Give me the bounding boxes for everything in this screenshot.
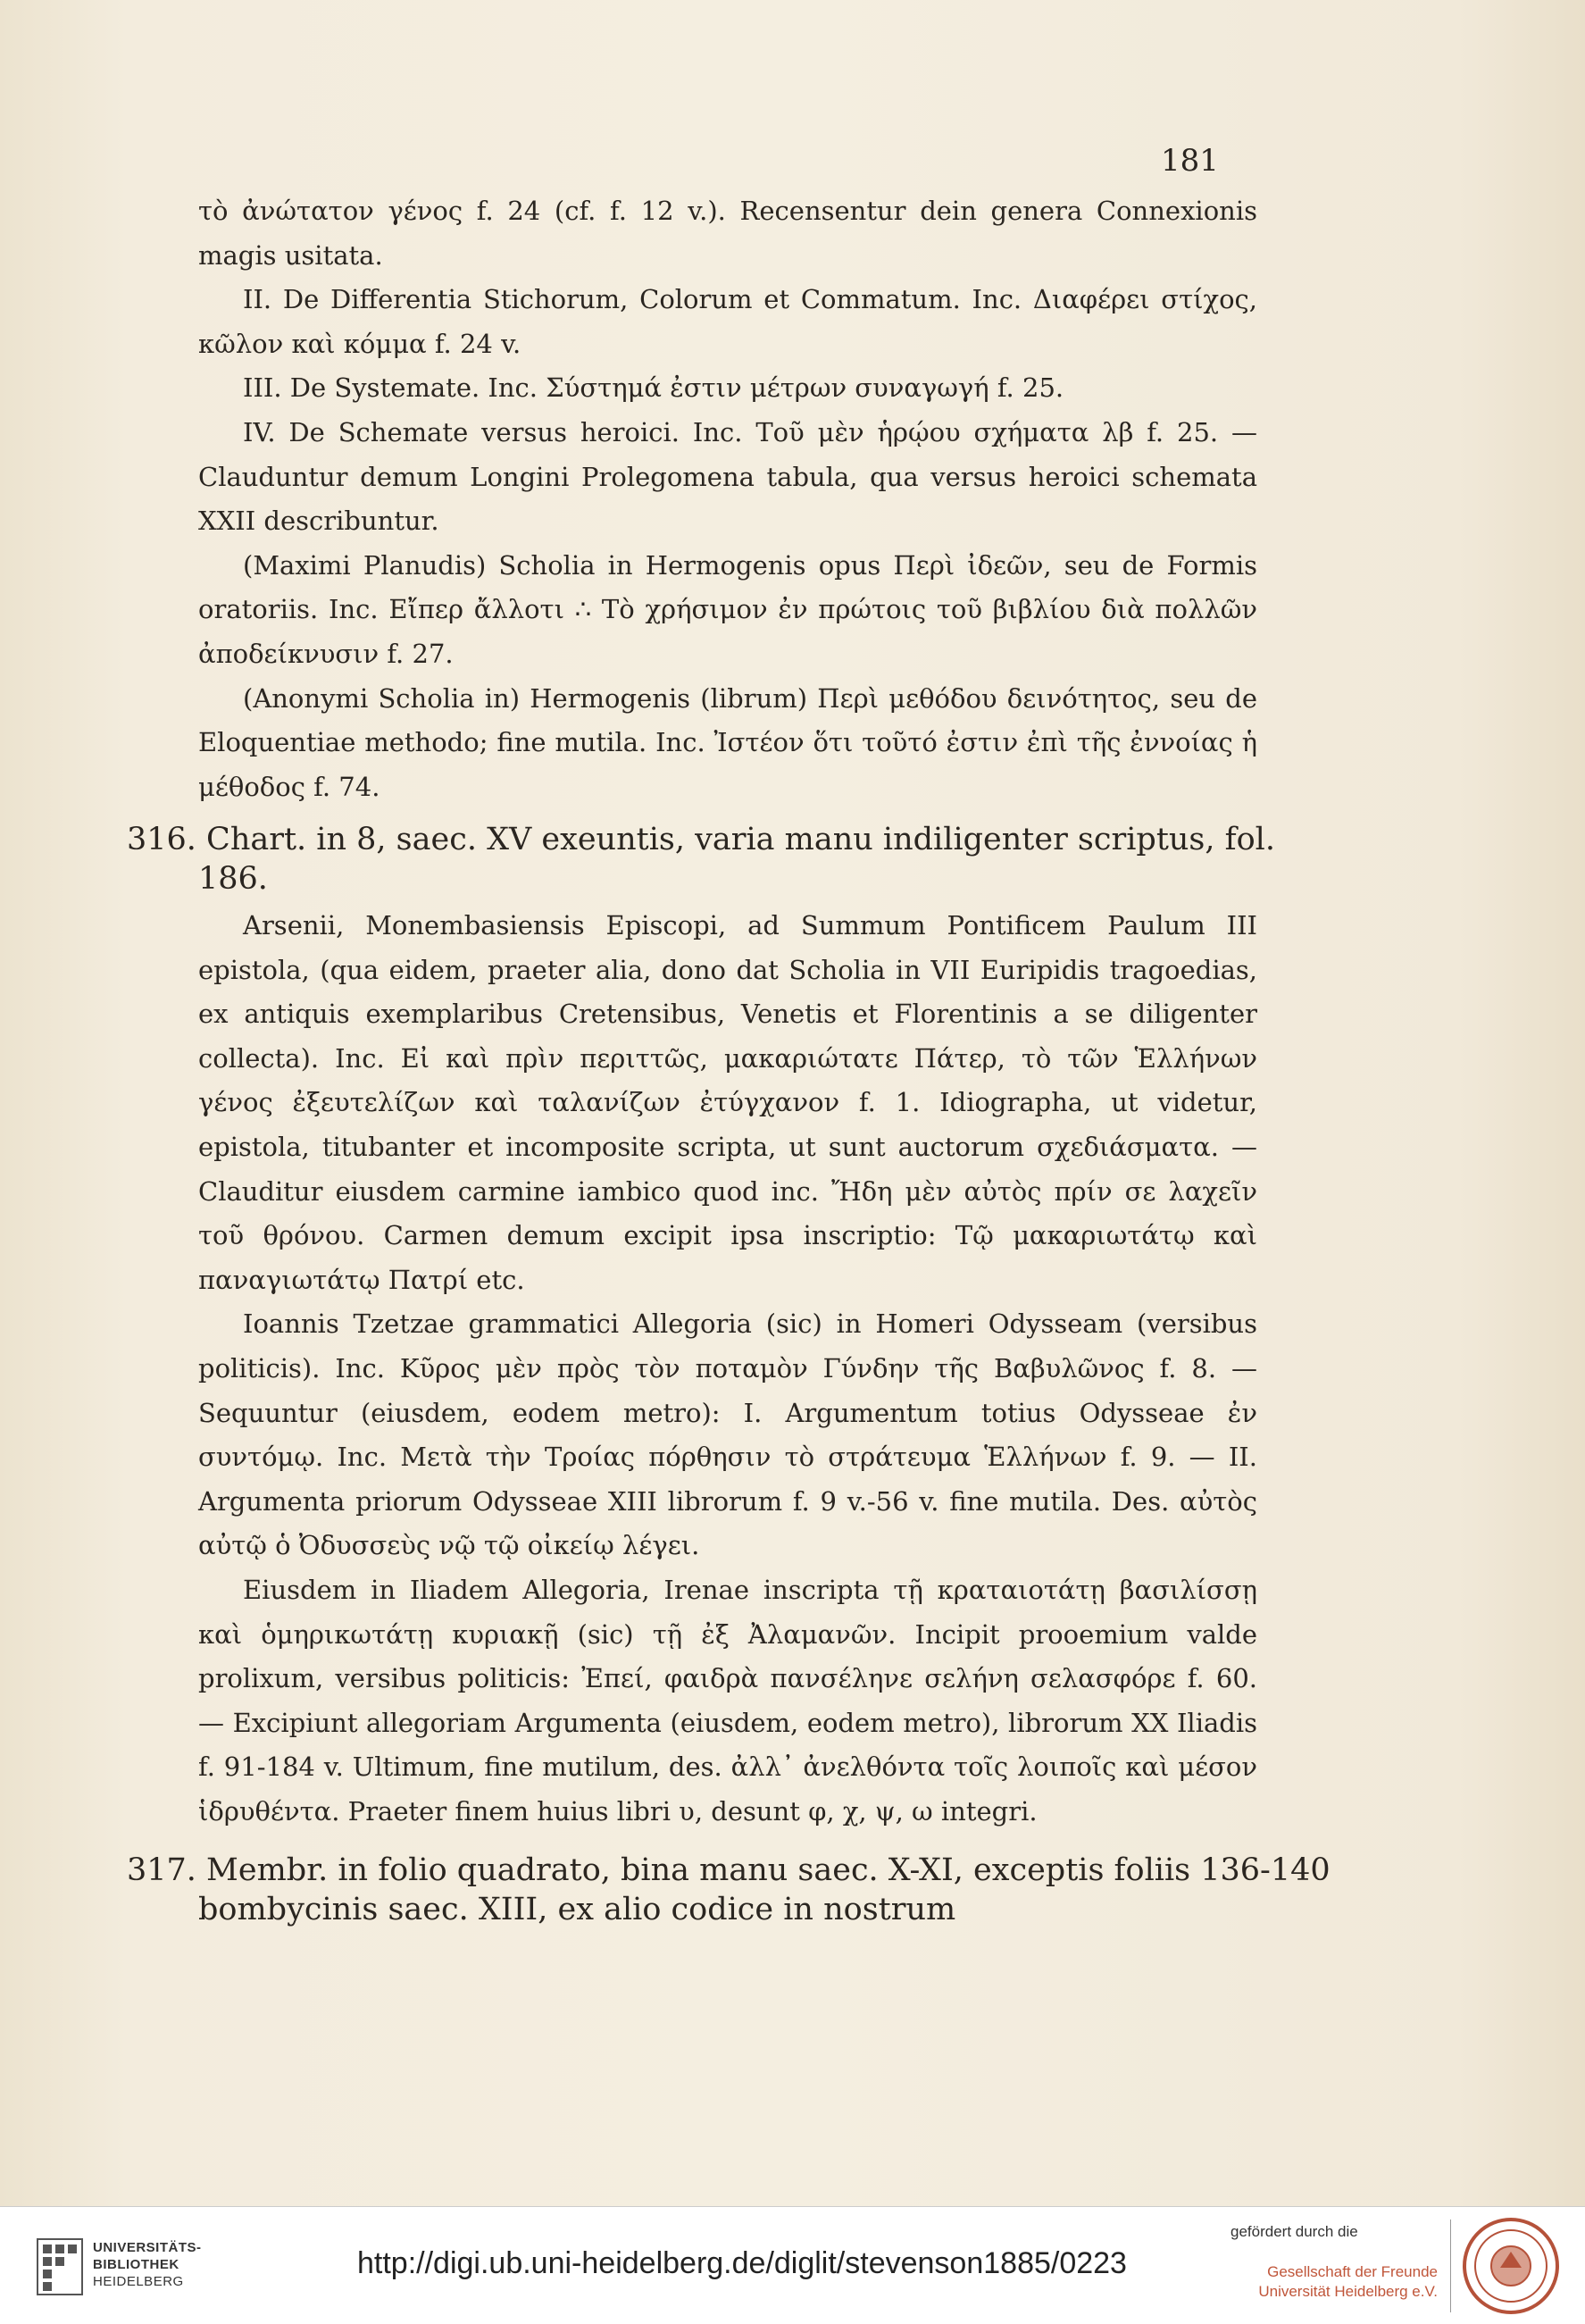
entry-316-heading: 316. Chart. in 8, saec. XV exeuntis, varia manu indiligenter scriptus, fol. 186. [127,822,1275,897]
page-number: 181 [1161,143,1219,179]
sponsor-name [1232,2262,1438,2302]
paragraph: Arsenii, Monembasiensis Episcopi, ad Summum Pontificem Paulum III epistola, (qua eidem, praeter alia, dono dat Scholia in VII Euripidis tragoedias, ex antiquis exemplaribus Cretensibus, Venetis et Florentinis a se diligenter collecta). Inc. Εἰ καὶ πρὶν περιττῶς, μακαριώτατε Πάτερ, τὸ τῶν Ἑλλήνων γένος ἐξευτελίζων καὶ ταλανίζων ἐτύγχανον f. 1. Idiographa, ut videtur, epistola, titubanter et incomposite scripta, ut sunt auctorum σχεδιάσματα. — Clauditur eiusdem carmine iambico quod inc. Ἤδη μὲν αὐτὸς πρίν σε λαχεῖν τοῦ θρόνου. Carmen demum excipit ipsa inscriptio: Τῷ μακαριωτάτῳ καὶ παναγιωτάτῳ Πατρί etc. [198,910,1257,1295]
permalink-url[interactable]: http://digi.ub.uni-heidelberg.de/diglit/stevenson1885/0223 [357,2246,1127,2280]
library-name [93,2239,202,2290]
library-name-line: UNIVERSITÄTS- [93,2240,202,2255]
sponsor-name-line: Gesellschaft der Freunde [1267,2263,1438,2280]
footer-bar [0,2206,1585,2324]
paragraph: IV. De Schemate versus heroici. Inc. Τοῦ μὲν ἡρῴου σχήματα λβ f. 25. — Clauduntur demum Longini Prolegomena tabula, qua versus heroici schemata XXII describuntur. [198,416,1257,537]
paragraph: (Anonymi Scholia in) Hermogenis (librum) Περὶ μεθόδου δεινότητος, seu de Eloquentiae methodo; fine mutila. Inc. Ἰστέον ὅτι τοῦτό ἐστιν ἐπὶ τῆς ἐννοίας ἡ μέθοδος f. 74. [198,682,1257,802]
paragraph: II. De Differentia Stichorum, Colorum et Commatum. Inc. Διαφέρει στίχος, κῶλον καὶ κόμμα f. 24 v. [198,284,1257,359]
university-seal-icon [1461,2216,1561,2316]
entry-316-body [198,904,1257,1834]
paragraph: (Maximi Planudis) Scholia in Hermogenis opus Περὶ ἰδεῶν, seu de Formis oratoriis. Inc. Εἴπερ ἄλλοτι ∴ Τὸ χρήσιμον ἐν πρώτοις τοῦ βιβλίου διὰ πολλῶν ἀποδείκνυσιν f. 27. [198,549,1257,669]
paragraph: Eiusdem in Iliadem Allegoria, Irenae inscripta τῇ κραταιοτάτῃ βασιλίσσῃ καὶ ὁμηρικωτάτῃ κυριακῇ (sic) τῇ ἐξ Ἀλαμανῶν. Incipit prooemium valde prolixum, versibus politicis: Ἐπεί, φαιδρὰ πανσέληνε σελήνη σελασφόρε f. 60. — Excipiunt allegoriam Argumenta (eiusdem, eodem metro), librorum XX Iliadis f. 91-184 v. Ultimum, fine mutilum, des. ἀλλ᾽ ἀνελθόντα τοῖς λοιποῖς καὶ μέσον ἱδρυθέντα. Praeter finem huius libri υ, desunt φ, χ, ψ, ω integri. [198,1574,1257,1827]
upper-text-block [198,189,1257,809]
entry-317-heading: 317. Membr. in folio quadrato, bina manu saec. X-XI, exceptis foliis 136-140 bombycinis saec. XIII, ex alio codice in nostrum [127,1852,1331,1927]
university-library-logo-icon [36,2237,84,2296]
sponsor-label: gefördert durch die [1230,2223,1358,2240]
paragraph: τὸ ἀνώτατον γένος f. 24 (cf. f. 12 v.). Recensentur dein genera Connexionis magis usitata. [198,196,1257,271]
sponsor-name-line: Universität Heidelberg e.V. [1258,2283,1438,2300]
footer-divider [1450,2220,1451,2312]
paragraph: Ioannis Tzetzae grammatici Allegoria (sic) in Homeri Odysseam (versibus politicis). Inc. Κῦρος μὲν πρὸς τὸν ποταμὸν Γύνδην τῆς Βαβυλῶνος f. 8. — Sequuntur (eiusdem, eodem metro): I. Argumentum totius Odysseae ἐν συντόμῳ. Inc. Μετὰ τὴν Τροίας πόρθησιν τὸ στράτευμα Ἑλλήνων f. 9. — II. Argumenta priorum Odysseae XIII librorum f. 9 v.-56 v. fine mutila. Des. αὐτὸς αὐτῷ ὁ Ὀδυσσεὺς νῷ τῷ οἰκείῳ λέγει. [198,1308,1257,1561]
library-name-line: HEIDELBERG [93,2274,184,2289]
library-name-line: BIBLIOTHEK [93,2257,179,2272]
paragraph: III. De Systemate. Inc. Σύστημά ἐστιν μέτρων συναγωγή f. 25. [243,372,1064,404]
